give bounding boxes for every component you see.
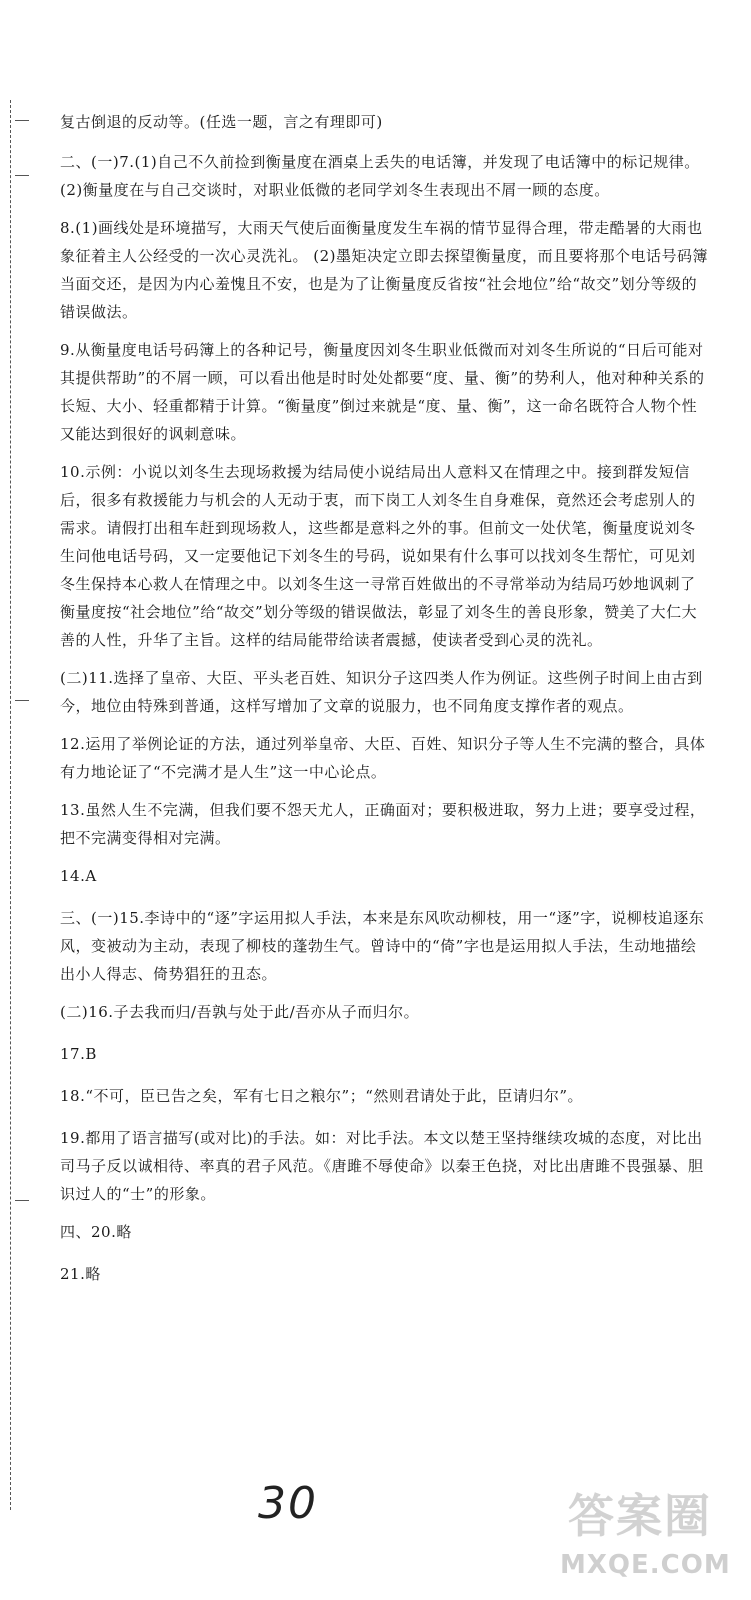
watermark-url: MXQE.COM <box>560 1550 731 1580</box>
binding-margin-line <box>10 100 11 1510</box>
answer-q17: 17.B <box>60 1045 97 1063</box>
answer-q7: 二、(一)7.(1)自己不久前捡到衡量度在酒桌上丢失的电话簿，并发现了电话簿中的标记规律。 (2)衡量度在与自己交谈时，对职业低微的老同学刘冬生表现出不屑一顾的态度。 <box>60 153 700 199</box>
answer-q8: 8.(1)画线处是环境描写，大雨天气使后面衡量度发生车祸的情节显得合理，带走酷暑的大雨也象征着主人公经受的一次心灵洗礼。 (2)墨矩决定立即去探望衡量度，而且要将那个电话号码簿当面交还，是因为内心羞愧且不安，也是为了让衡量度反省按“社会地位”给“故交”划分等级的错误做法。 <box>60 219 709 321</box>
answer-q14: 14.A <box>60 867 97 885</box>
binding-tick <box>15 1200 29 1201</box>
answer-q11: (二)11.选择了皇帝、大臣、平头老百姓、知识分子这四类人作为例证。这些例子时间上由古到今，地位由特殊到普通，这样写增加了文章的说服力，也不同角度支撑作者的观点。 <box>60 669 703 715</box>
answer-q9: 9.从衡量度电话号码簿上的各种记号，衡量度因刘冬生职业低微而对刘冬生所说的“日后可能对其提供帮助”的不屑一顾，可以看出他是时时处处都要“度、量、衡”的势利人，他对种种关系的长短、大小、轻重都精于计算。“衡量度”倒过来就是“度、量、衡”，这一命名既符合人物个性又能达到很好的讽刺意味。 <box>60 341 705 443</box>
answer-text <box>60 108 710 1302</box>
answer-q10: 10.示例：小说以刘冬生去现场救援为结局使小说结局出人意料又在情理之中。接到群发短信后，很多有救援能力与机会的人无动于衷，而下岗工人刘冬生自身难保，竟然还会考虑别人的需求。请假打出租车赶到现场救人，这些都是意料之外的事。但前文一处伏笔，衡量度说刘冬生问他电话号码，又一定要他记下刘冬生的号码，说如果有什么事可以找刘冬生帮忙，可见刘冬生保持本心救人在情理之中。以刘冬生这一寻常百姓做出的不寻常举动为结局巧妙地讽刺了衡量度按“社会地位”给“故交”划分等级的错误做法，彰显了刘冬生的善良形象，赞美了大仁大善的人性，升华了主旨。这样的结局能带给读者震撼，使读者受到心灵的洗礼。 <box>60 463 698 649</box>
answer-q15: 三、(一)15.李诗中的“逐”字运用拟人手法，本来是东风吹动柳枝，用一“逐”字，说柳枝追逐东风，变被动为主动，表现了柳枝的蓬勃生气。曾诗中的“倚”字也是运用拟人手法，生动地描绘出小人得志、倚势猖狂的丑态。 <box>60 909 705 983</box>
answer-q19: 19.都用了语言描写(或对比)的手法。如：对比手法。本文以楚王坚持继续攻城的态度，对比出司马子反以诚相待、率真的君子风范。《唐雎不辱使命》以秦王色挠，对比出唐雎不畏强暴、胆识过人的“士”的形象。 <box>60 1129 704 1203</box>
binding-tick <box>15 120 29 121</box>
binding-tick <box>15 175 29 176</box>
answer-q16: (二)16.子去我而归/吾孰与处于此/吾亦从子而归尔。 <box>60 1003 420 1021</box>
watermark-logo: 答案圈 <box>568 1489 712 1543</box>
answer-q20: 四、20.略 <box>60 1223 132 1241</box>
site-watermark <box>560 1480 740 1590</box>
handwritten-page-number: 30 <box>258 1478 318 1529</box>
binding-tick <box>15 700 29 701</box>
paragraph-continuation: 复古倒退的反动等。(任选一题，言之有理即可) <box>60 113 383 131</box>
answer-q21: 21.略 <box>60 1265 101 1283</box>
answer-q13: 13.虽然人生不完满，但我们要不怨天尤人，正确面对；要积极进取，努力上进；要享受过程，把不完满变得相对完满。 <box>60 801 706 847</box>
answer-q12: 12.运用了举例论证的方法，通过列举皇帝、大臣、百姓、知识分子等人生不完满的整合，具体有力地论证了“不完满才是人生”这一中心论点。 <box>60 735 706 781</box>
answer-q18: 18.“不可，臣已告之矣，军有七日之粮尔”；“然则君请处于此，臣请归尔”。 <box>60 1087 584 1105</box>
